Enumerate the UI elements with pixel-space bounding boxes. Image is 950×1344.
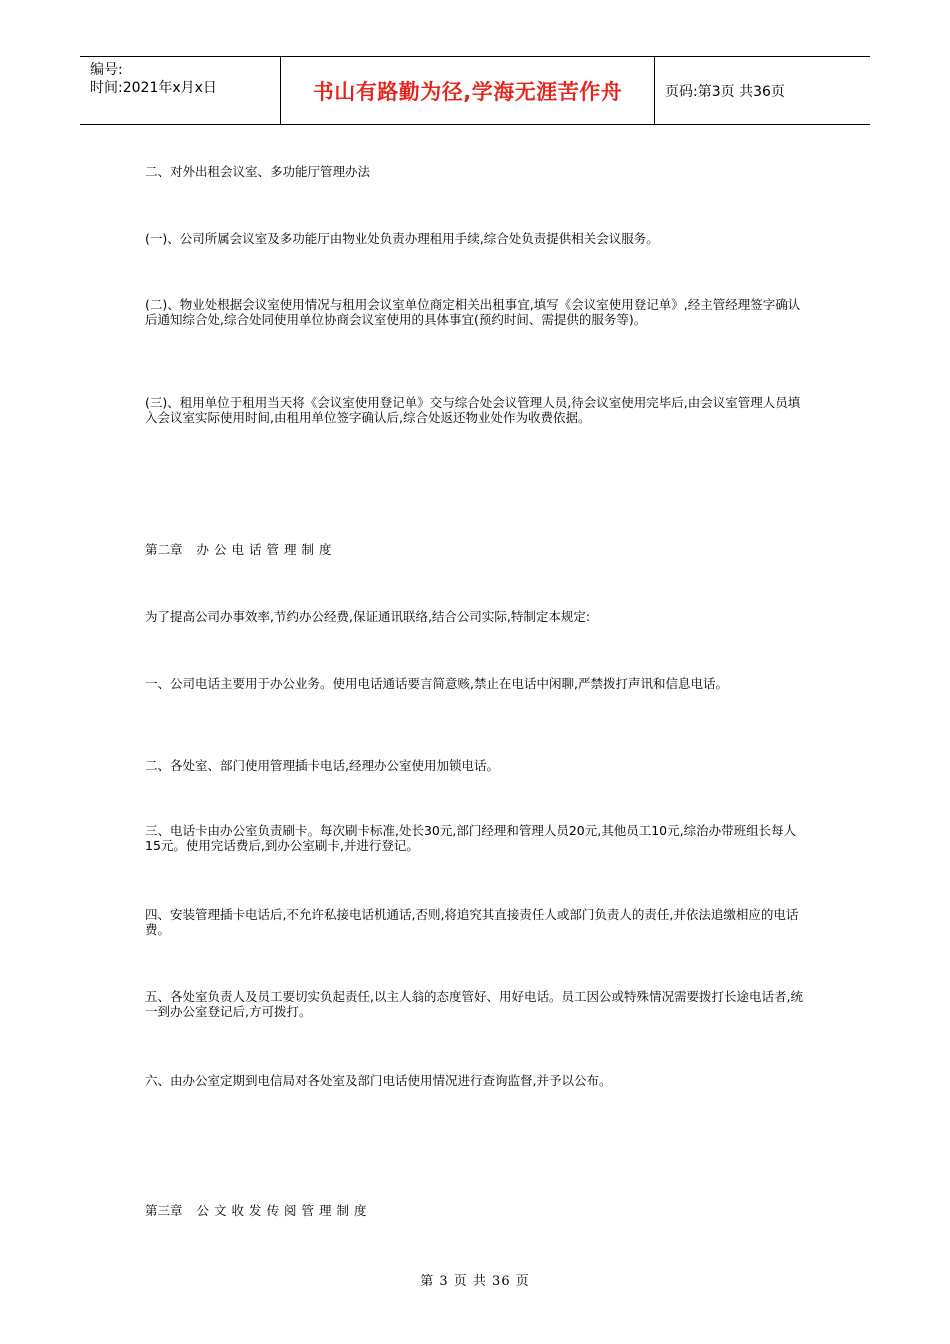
header-page-cell xyxy=(665,57,870,124)
chapter-2-item-5: 五、各处室负责人及员工要切实负起责任,以主人翁的态度管好、用好电话。员工因公或特殊情况需要拨打长途电话者,统一到办公室登记后,方可拨打。 xyxy=(145,989,803,1019)
chapter-2-item-4: 四、安装管理插卡电话后,不允许私接电话机通话,否则,将追究其直接责任人或部门负责人的责任,并依法追缴相应的电话费。 xyxy=(145,907,799,937)
chapter-2-item-2: 二、各处室、部门使用管理插卡电话,经理办公室使用加锁电话。 xyxy=(145,758,499,773)
chapter-2-label: 第二章 xyxy=(145,542,183,557)
section-2-paragraph-2: (二)、物业处根据会议室使用情况与租用会议室单位商定相关出租事宜,填写《会议室使用登记单》,经主管经理签字确认后通知综合处,综合处同使用单位协商会议室使用的具体事宜(预约时间、需提供的服务等)。 xyxy=(145,297,801,327)
section-2-title: 二、对外出租会议室、多功能厅管理办法 xyxy=(145,164,371,179)
chapter-2-intro: 为了提高公司办事效率,节约办公经费,保证通讯联络,结合公司实际,特制定本规定: xyxy=(145,609,591,624)
chapter-2-title: 办公电话管理制度 xyxy=(196,542,337,557)
header-meta-cell xyxy=(80,57,281,124)
header-motto: 书山有路勤为径,学海无涯苦作舟 xyxy=(312,79,623,104)
section-2-paragraph-1: (一)、公司所属会议室及多功能厅由物业处负责办理租用手续,综合处负责提供相关会议服务。 xyxy=(145,231,659,246)
header-motto-cell xyxy=(281,57,655,124)
chapter-2-item-6: 六、由办公室定期到电信局对各处室及部门电话使用情况进行查询监督,并予以公布。 xyxy=(145,1073,612,1088)
chapter-3-heading xyxy=(145,1203,810,1218)
header-page-info: 页码:第3页 共36页 xyxy=(665,83,785,100)
document-time-label: 时间:2021年x月x日 xyxy=(90,80,217,96)
chapter-2-item-1: 一、公司电话主要用于办公业务。使用电话通话要言简意赅,禁止在电话中闲聊,严禁拨打声讯和信息电话。 xyxy=(145,676,728,691)
chapter-3-title: 公文收发传阅管理制度 xyxy=(196,1203,372,1218)
page-footer: 第 3 页 共 36 页 xyxy=(420,1274,530,1289)
page-header xyxy=(80,56,870,125)
document-number-label: 编号: xyxy=(90,62,123,78)
chapter-2-heading xyxy=(145,542,810,557)
chapter-2-item-3: 三、电话卡由办公室负责刷卡。每次刷卡标准,处长30元,部门经理和管理人员20元,其他员工10元,综治办带班组长每人15元。使用完话费后,到办公室刷卡,并进行登记。 xyxy=(145,823,797,853)
chapter-3-label: 第三章 xyxy=(145,1203,183,1218)
section-2-paragraph-3: (三)、租用单位于租用当天将《会议室使用登记单》交与综合处会议管理人员,待会议室使用完毕后,由会议室管理人员填入会议室实际使用时间,由租用单位签字确认后,综合处返还物业处作为收费依据。 xyxy=(145,395,801,425)
